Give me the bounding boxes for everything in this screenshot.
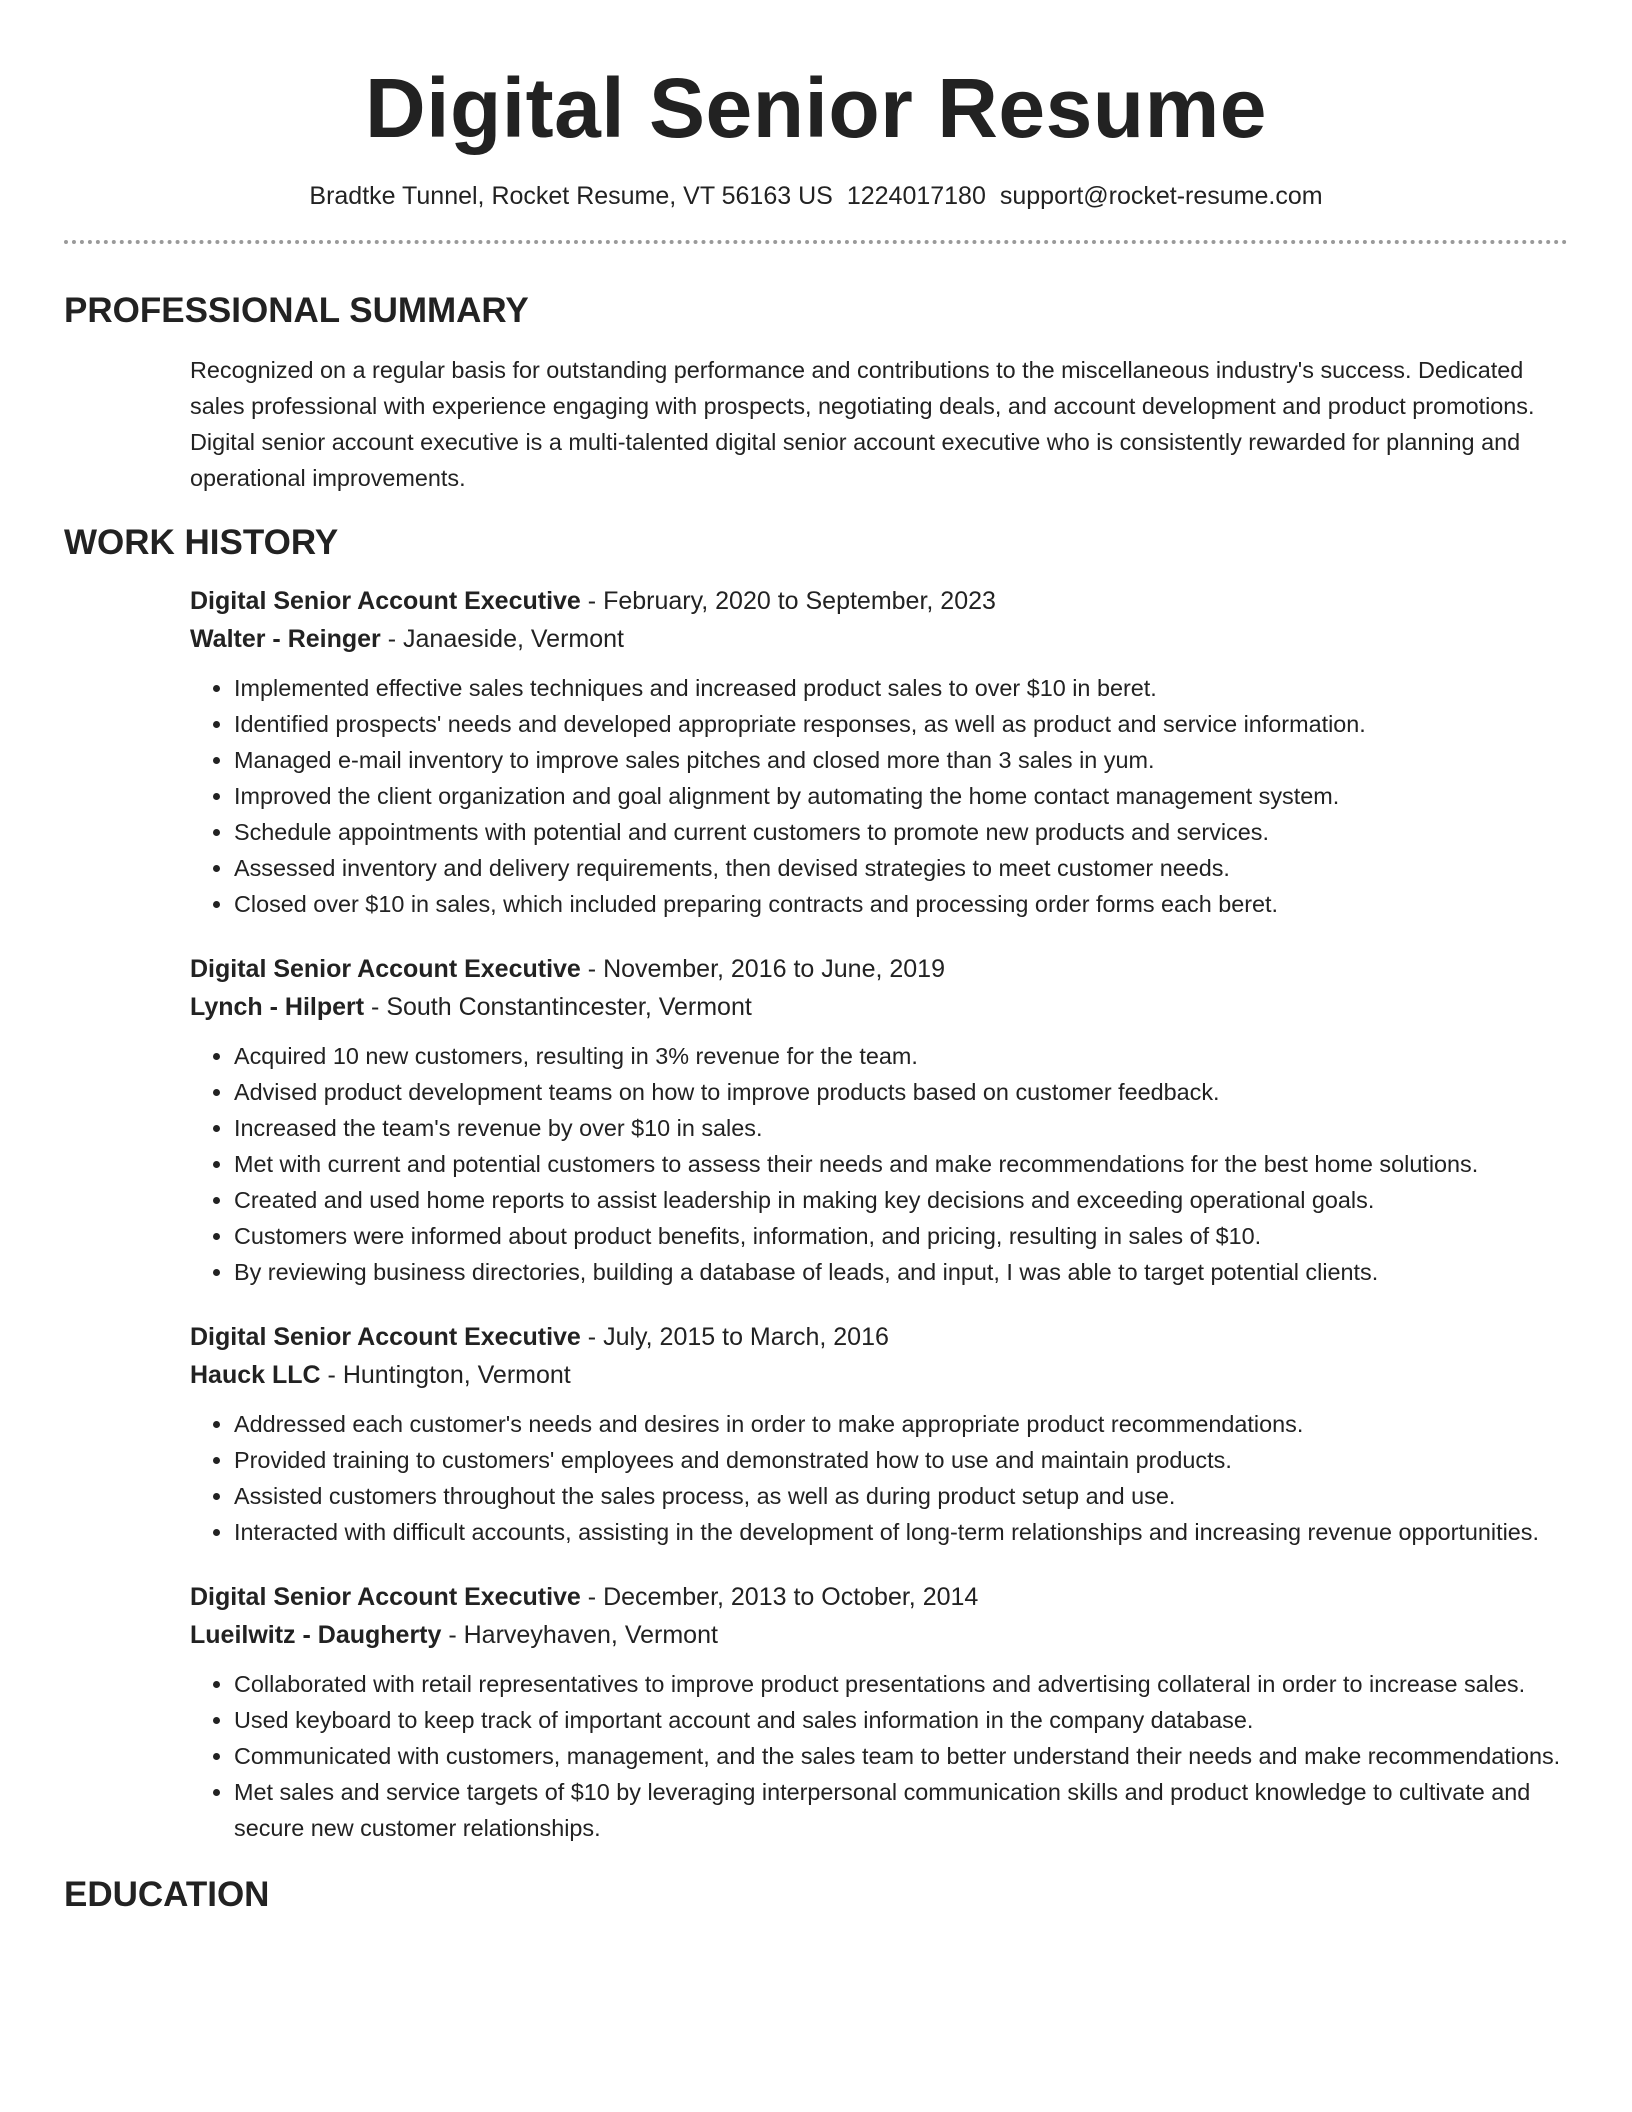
job-dates: - December, 2013 to October, 2014 <box>587 1583 979 1611</box>
job-bullet: • Customers were informed about product benefits, information, and pricing, resulting in sales of $10. <box>234 1218 1568 1254</box>
job-bullet: • Acquired 10 new customers, resulting in 3% revenue for the team. <box>234 1038 1568 1074</box>
contact-line <box>64 180 1568 212</box>
job-bullet-list <box>190 670 1568 922</box>
job-role-line <box>190 1318 1568 1356</box>
job-location: - South Constantincester, Vermont <box>371 993 752 1021</box>
job-bullet-list <box>190 1038 1568 1290</box>
section-title-work-history: WORK HISTORY <box>64 523 339 562</box>
job-bullet-list <box>190 1666 1568 1846</box>
job-bullet: • Assessed inventory and delivery requirements, then devised strategies to meet customer needs. <box>234 850 1568 886</box>
job-role: Digital Senior Account Executive <box>190 1323 581 1351</box>
section-title-summary: PROFESSIONAL SUMMARY <box>64 291 529 330</box>
job-bullet: • Met sales and service targets of $10 by leveraging interpersonal communication skills and product knowledge to cultivate and secure new customer relationships. <box>234 1774 1568 1846</box>
job-role-line <box>190 582 1568 620</box>
job-company-line <box>190 620 1568 658</box>
job-location: - Janaeside, Vermont <box>387 625 624 653</box>
contact-email: support@rocket-resume.com <box>999 182 1323 210</box>
resume-page <box>64 0 1568 1916</box>
job-bullet: • Improved the client organization and goal alignment by automating the home contact management system. <box>234 778 1568 814</box>
job-company: Lynch - Hilpert <box>190 993 365 1021</box>
job-bullet: • Schedule appointments with potential and current customers to promote new products and services. <box>234 814 1568 850</box>
job-bullet: • Met with current and potential customers to assess their needs and make recommendations for the best home solutions. <box>234 1146 1568 1182</box>
job-location: - Huntington, Vermont <box>327 1361 571 1389</box>
job-dates: - February, 2020 to September, 2023 <box>587 587 996 615</box>
job-bullet: • Identified prospects' needs and developed appropriate responses, as well as product and service information. <box>234 706 1568 742</box>
contact-address: Bradtke Tunnel, Rocket Resume, VT 56163 US <box>309 182 833 210</box>
job-bullet-list <box>190 1406 1568 1550</box>
job-company-line <box>190 1356 1568 1394</box>
job-bullet: • Used keyboard to keep track of important account and sales information in the company database. <box>234 1702 1568 1738</box>
job-role: Digital Senior Account Executive <box>190 1583 581 1611</box>
job-company-line <box>190 988 1568 1026</box>
job-role: Digital Senior Account Executive <box>190 587 581 615</box>
job-bullet: • Communicated with customers, management, and the sales team to better understand their needs and make recommendations. <box>234 1738 1568 1774</box>
job-dates: - July, 2015 to March, 2016 <box>587 1323 889 1351</box>
job-bullet: • Provided training to customers' employees and demonstrated how to use and maintain products. <box>234 1442 1568 1478</box>
job-bullet: • Increased the team's revenue by over $10 in sales. <box>234 1110 1568 1146</box>
job-company: Lueilwitz - Daugherty <box>190 1621 442 1649</box>
job-company-line <box>190 1616 1568 1654</box>
job-entry <box>190 1578 1568 1846</box>
summary-text: Recognized on a regular basis for outstanding performance and contributions to the miscellaneous industry's success. Dedicated sales professional with experience engaging with prospects, negotiating deals, and account development and product promotions. Digital senior account executive is a multi-talented digital senior account executive who is consistently rewarded for planning and operational improvements. <box>190 357 1535 491</box>
job-bullet: • Collaborated with retail representatives to improve product presentations and advertising collateral in order to increase sales. <box>234 1666 1568 1702</box>
job-company: Hauck LLC <box>190 1361 321 1389</box>
job-company: Walter - Reinger <box>190 625 381 653</box>
job-bullet: • Closed over $10 in sales, which included preparing contracts and processing order forms each beret. <box>234 886 1568 922</box>
job-bullet: • Interacted with difficult accounts, assisting in the development of long-term relationships and increasing revenue opportunities. <box>234 1514 1568 1550</box>
contact-phone: 1224017180 <box>846 182 986 210</box>
job-entry <box>190 950 1568 1290</box>
resume-title: Digital Senior Resume <box>364 61 1268 155</box>
job-bullet: • Advised product development teams on how to improve products based on customer feedback. <box>234 1074 1568 1110</box>
header-divider <box>64 240 1568 244</box>
job-role-line <box>190 1578 1568 1616</box>
job-entry <box>190 1318 1568 1550</box>
job-role-line <box>190 950 1568 988</box>
job-location: - Harveyhaven, Vermont <box>448 1621 718 1649</box>
job-bullet: • Created and used home reports to assist leadership in making key decisions and exceeding operational goals. <box>234 1182 1568 1218</box>
job-bullet: • Managed e-mail inventory to improve sales pitches and closed more than 3 sales in yum. <box>234 742 1568 778</box>
work-history-list <box>64 582 1568 1846</box>
job-entry <box>190 582 1568 922</box>
section-title-education: EDUCATION <box>64 1875 270 1914</box>
job-bullet: • Assisted customers throughout the sales process, as well as during product setup and use. <box>234 1478 1568 1514</box>
job-role: Digital Senior Account Executive <box>190 955 581 983</box>
job-dates: - November, 2016 to June, 2019 <box>587 955 945 983</box>
job-bullet: • Addressed each customer's needs and desires in order to make appropriate product recommendations. <box>234 1406 1568 1442</box>
job-bullet: • By reviewing business directories, building a database of leads, and input, I was able to target potential clients. <box>234 1254 1568 1290</box>
job-bullet: • Implemented effective sales techniques and increased product sales to over $10 in beret. <box>234 670 1568 706</box>
